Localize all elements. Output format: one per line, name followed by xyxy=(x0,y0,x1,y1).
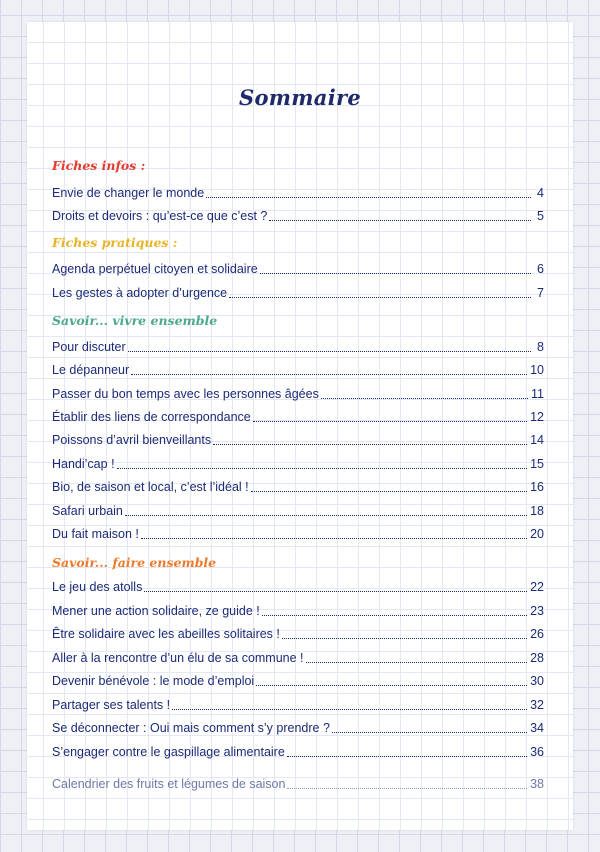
dot-leader xyxy=(287,755,527,757)
section-heading-fiches-pratiques: Fiches pratiques : xyxy=(52,235,178,250)
toc-entry[interactable] xyxy=(52,184,544,202)
dot-leader xyxy=(321,397,528,399)
toc-entry[interactable] xyxy=(52,361,544,379)
dot-leader xyxy=(144,590,527,592)
toc-entry-label: Du fait maison ! xyxy=(52,527,139,541)
toc-entry-page: 8 xyxy=(537,340,544,354)
toc-entry-label: Poissons d’avril bienveillants xyxy=(52,433,212,447)
page-title: Sommaire xyxy=(238,85,362,110)
toc-entry-page: 20 xyxy=(530,527,544,541)
toc-entry-page: 34 xyxy=(530,721,544,735)
toc-entry-label: Handi’cap ! xyxy=(52,457,115,471)
toc-entry-label: Le jeu des atolls xyxy=(52,580,143,594)
dot-leader xyxy=(332,731,527,733)
toc-entry-page: 36 xyxy=(530,745,544,759)
toc-entry[interactable] xyxy=(52,284,544,302)
toc-entry-page: 7 xyxy=(537,286,544,300)
toc-entry[interactable] xyxy=(52,719,544,737)
toc-entry[interactable] xyxy=(52,578,544,596)
toc-entry[interactable] xyxy=(52,385,544,403)
toc-entry-page: 30 xyxy=(530,674,544,688)
toc-entry-page: 12 xyxy=(530,410,544,424)
toc-entry-page: 32 xyxy=(530,698,544,712)
toc-entry[interactable] xyxy=(52,625,544,643)
toc-entry-label: Être solidaire avec les abeilles solitaires ! xyxy=(52,627,280,641)
toc-entry-page: 18 xyxy=(530,504,544,518)
toc-entry[interactable] xyxy=(52,602,544,620)
toc-entry-page: 28 xyxy=(530,651,544,665)
toc-entry[interactable] xyxy=(52,260,544,278)
toc-entry-label: Se déconnecter : Oui mais comment s’y prendre ? xyxy=(52,721,330,735)
toc-entry-page: 4 xyxy=(537,186,544,200)
toc-entry-label: Calendrier des fruits et légumes de saison xyxy=(52,777,286,791)
dot-leader xyxy=(206,196,531,198)
toc-entry-label: Safari urbain xyxy=(52,504,123,518)
toc-entry[interactable] xyxy=(52,696,544,714)
toc-entry-label: Bio, de saison et local, c’est l’idéal ! xyxy=(52,480,249,494)
toc-entry-page: 6 xyxy=(537,262,544,276)
toc-entry-label: Passer du bon temps avec les personnes âgées xyxy=(52,387,319,401)
toc-entry-label: Mener une action solidaire, ze guide ! xyxy=(52,604,260,618)
toc-entry[interactable] xyxy=(52,207,544,225)
toc-entry[interactable] xyxy=(52,672,544,690)
toc-entry-label: Aller à la rencontre d’un élu de sa commune ! xyxy=(52,651,304,665)
dot-leader xyxy=(260,272,531,274)
dot-leader xyxy=(306,661,528,663)
dot-leader xyxy=(251,490,527,492)
document-page xyxy=(27,22,573,830)
section-heading-vivre-ensemble: Savoir... vivre ensemble xyxy=(52,313,218,328)
dot-leader xyxy=(131,373,527,375)
toc-entry-label: Agenda perpétuel citoyen et solidaire xyxy=(52,262,258,276)
toc-entry-page: 5 xyxy=(537,209,544,223)
dot-leader xyxy=(229,296,531,298)
toc-entry-label: Devenir bénévole : le mode d’emploi xyxy=(52,674,255,688)
toc-entry-page: 38 xyxy=(530,777,544,791)
dot-leader xyxy=(125,514,527,516)
toc-entry[interactable] xyxy=(52,431,544,449)
toc-entry[interactable] xyxy=(52,743,544,761)
toc-entry[interactable] xyxy=(52,502,544,520)
toc-entry-page: 23 xyxy=(530,604,544,618)
toc-entry-label: S’engager contre le gaspillage alimentaire xyxy=(52,745,285,759)
toc-entry[interactable] xyxy=(52,478,544,496)
dot-leader xyxy=(269,219,531,221)
toc-entry[interactable] xyxy=(52,649,544,667)
toc-entry-page: 11 xyxy=(531,387,544,401)
toc-entry-page: 15 xyxy=(530,457,544,471)
dot-leader xyxy=(172,708,527,710)
dot-leader xyxy=(287,787,527,789)
dot-leader xyxy=(213,443,527,445)
toc-entry-label: Le dépanneur xyxy=(52,363,130,377)
dot-leader xyxy=(128,350,531,352)
toc-entry[interactable] xyxy=(52,525,544,543)
toc-entry[interactable] xyxy=(52,338,544,356)
dot-leader xyxy=(282,637,527,639)
toc-entry-page: 22 xyxy=(530,580,544,594)
section-heading-faire-ensemble: Savoir... faire ensemble xyxy=(52,555,217,570)
toc-entry-page: 10 xyxy=(530,363,544,377)
toc-entry-label: Droits et devoirs : qu’est-ce que c’est ? xyxy=(52,209,268,223)
toc-entry-label: Les gestes à adopter d’urgence xyxy=(52,286,228,300)
toc-entry-label: Établir des liens de correspondance xyxy=(52,410,251,424)
dot-leader xyxy=(256,684,527,686)
dot-leader xyxy=(262,614,527,616)
toc-entry-appendix[interactable] xyxy=(52,775,544,793)
toc-entry-label: Envie de changer le monde xyxy=(52,186,205,200)
section-heading-fiches-infos: Fiches infos : xyxy=(52,158,146,173)
toc-entry-page: 14 xyxy=(530,433,544,447)
toc-entry-label: Pour discuter xyxy=(52,340,126,354)
dot-leader xyxy=(253,420,527,422)
toc-entry-page: 26 xyxy=(530,627,544,641)
toc-entry[interactable] xyxy=(52,408,544,426)
dot-leader xyxy=(117,467,528,469)
toc-entry-page: 16 xyxy=(530,480,544,494)
toc-entry[interactable] xyxy=(52,455,544,473)
dot-leader xyxy=(141,537,527,539)
toc-entry-label: Partager ses talents ! xyxy=(52,698,171,712)
